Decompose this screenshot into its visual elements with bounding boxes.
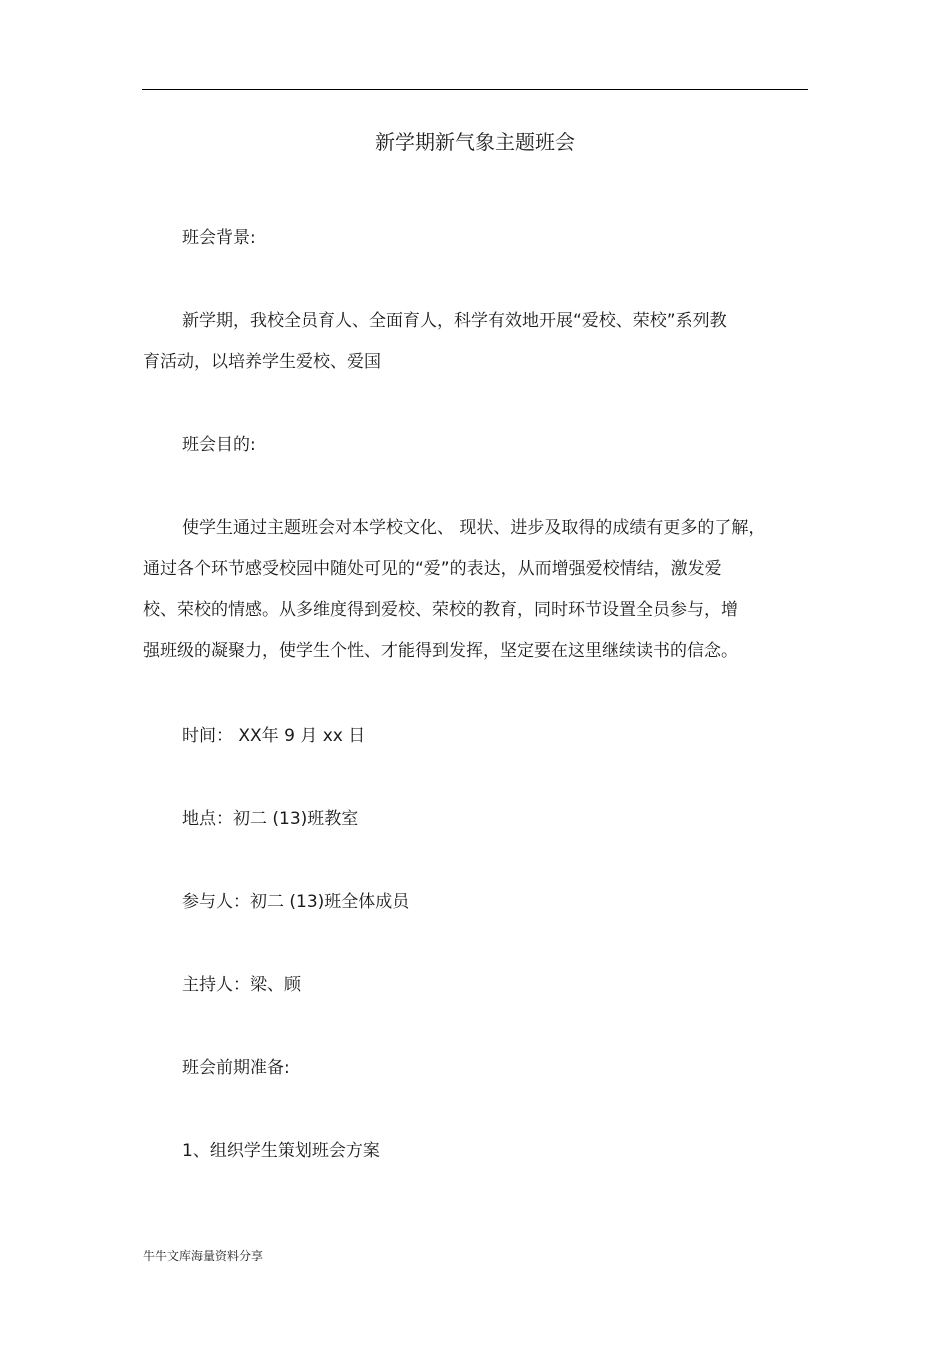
- paragraph-line: 育活动，以培养学生爱校、爱国: [143, 352, 381, 372]
- footer-text: 牛牛文库海量资料分享: [143, 1249, 264, 1263]
- meeting-host: 主持人：梁、顾: [182, 975, 301, 995]
- paragraph-line: 通过各个环节感受校园中随处可见的“爱”的表达，从而增强爱校情结，激发爱: [143, 559, 722, 579]
- purpose-paragraph: [143, 520, 808, 660]
- purpose-heading: 班会目的:: [182, 435, 256, 455]
- paragraph-line: 校、荣校的情感。从多维度得到爱校、荣校的教育，同时环节设置全员参与，增: [143, 600, 738, 620]
- paragraph-line: 新学期，我校全员育人、全面育人，科学有效地开展“爱校、荣校”系列教: [182, 311, 727, 331]
- meeting-time: 时间： XX年 9 月 xx 日: [182, 726, 366, 746]
- paragraph-line: 强班级的凝聚力，使学生个性、才能得到发挥，坚定要在这里继续读书的信念。: [143, 641, 738, 661]
- background-heading: 班会背景:: [182, 228, 256, 248]
- preparation-heading: 班会前期准备:: [182, 1058, 290, 1078]
- document-title: 新学期新气象主题班会: [375, 130, 575, 154]
- preparation-item: 1、组织学生策划班会方案: [182, 1141, 380, 1161]
- meeting-participants: 参与人：初二 (13)班全体成员: [182, 892, 410, 912]
- meeting-place: 地点：初二 (13)班教室: [182, 809, 359, 829]
- background-paragraph: [143, 313, 808, 371]
- header-rule: [142, 89, 808, 90]
- paragraph-line: 使学生通过主题班会对本学校文化、 现状、进步及取得的成绩有更多的了解，: [182, 518, 766, 538]
